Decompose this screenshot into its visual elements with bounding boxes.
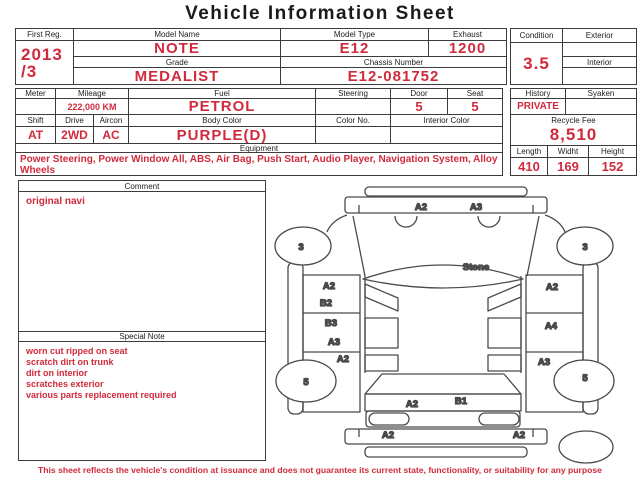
- rear-lower-bar: [365, 447, 527, 457]
- special-note-label: Special Note: [19, 331, 265, 342]
- special-note-line: scratches exterior: [26, 379, 104, 389]
- syaken-value: [566, 99, 636, 115]
- left-a-pillar: [353, 216, 365, 276]
- damage-mark-left-door-4: A3: [327, 337, 341, 348]
- special-note-text: [19, 342, 265, 460]
- right-front-fender-edge: [545, 215, 565, 232]
- damage-mark-right-door-2: A4: [544, 321, 558, 332]
- special-note-line: various parts replacement required: [26, 390, 177, 400]
- condition-value: 3.5: [511, 43, 563, 84]
- model-name-label: Model Name: [74, 29, 281, 41]
- aircon-label: Aircon: [94, 115, 129, 127]
- left-door-window: [365, 284, 398, 311]
- seat-value: 5: [448, 99, 502, 115]
- interior-color-value: [391, 127, 502, 144]
- drive-label: Drive: [56, 115, 94, 127]
- hood-arc-left: [395, 216, 417, 227]
- condition-label: Condition: [511, 29, 563, 43]
- right-a-pillar: [527, 216, 539, 276]
- damage-mark-windshield: Stone: [462, 262, 490, 273]
- exterior-value: [563, 43, 636, 57]
- damage-mark-front-bumper-right: A3: [469, 202, 483, 213]
- exhaust-value: 1200: [429, 41, 506, 57]
- meter-value: [16, 99, 56, 115]
- interior-color-label: Interior Color: [391, 115, 502, 127]
- equipment-label: Equipment: [16, 144, 502, 153]
- special-note-line: worn cut ripped on seat: [26, 346, 128, 356]
- color-no-label: Color No.: [316, 115, 391, 127]
- height-value: 152: [601, 159, 624, 174]
- steering-value: [316, 99, 391, 115]
- stamp-circle: [559, 431, 613, 463]
- damage-mark-front-bumper-left: A2: [414, 202, 428, 213]
- front-bumper: [345, 197, 547, 213]
- comment-text: original navi: [26, 196, 85, 207]
- identity-table: [15, 28, 507, 85]
- damage-mark-left-door-3: B3: [324, 318, 338, 329]
- equipment-value: Power Steering, Power Window All, ABS, Air Bag, Push Start, Audio Player, Navigation System, Alloy Wheels: [20, 154, 498, 175]
- damage-mark-front-left-wheel: 3: [298, 242, 304, 253]
- length-label: Length: [511, 146, 548, 158]
- right-door-window: [488, 284, 521, 311]
- door-value: 5: [391, 99, 448, 115]
- exterior-label: Exterior: [563, 29, 636, 43]
- aircon-value: AC: [94, 127, 129, 144]
- condition-block: [510, 28, 637, 85]
- damage-mark-left-door-2: B2: [319, 298, 333, 309]
- steering-label: Steering: [316, 89, 391, 99]
- rear-window: [365, 374, 521, 394]
- special-note-line: dirt on interior: [26, 368, 88, 378]
- grade-value: MEDALIST: [74, 68, 281, 84]
- interior-value: [563, 68, 636, 84]
- chassis-number-label: Chassis Number: [281, 57, 506, 68]
- damage-mark-front-right-wheel: 3: [582, 242, 588, 253]
- fuel-value: PETROL: [129, 99, 316, 115]
- recycle-fee-label: Recycle Fee: [551, 115, 596, 125]
- mileage-value: 222,000 KM: [56, 99, 129, 115]
- meter-label: Meter: [16, 89, 56, 99]
- recycle-fee-value: 8,510: [511, 125, 636, 146]
- history-fee-block: [510, 88, 637, 176]
- model-type-value: E12: [281, 41, 429, 57]
- model-name-value: NOTE: [74, 41, 281, 57]
- page-title: Vehicle Information Sheet: [185, 3, 455, 24]
- body-color-label: Body Color: [129, 115, 316, 127]
- left-front-fender-edge: [327, 215, 347, 232]
- damage-mark-right-door-1: A2: [545, 282, 559, 293]
- hood-arc-right: [478, 216, 500, 227]
- tail-light-right: [479, 413, 519, 425]
- length-value: 410: [511, 158, 548, 175]
- damage-mark-left-door-1: A2: [322, 281, 336, 292]
- history-label: History: [511, 89, 566, 99]
- comment-label: Comment: [19, 181, 265, 192]
- fuel-label: Fuel: [129, 89, 316, 99]
- car-damage-diagram: [270, 180, 640, 470]
- first-reg-value: [16, 41, 74, 84]
- damage-mark-right-quarter: A3: [537, 357, 551, 368]
- width-value: 169: [548, 158, 589, 175]
- mileage-label: Mileage: [56, 89, 129, 99]
- damage-mark-rear-bumper-left: A2: [381, 430, 395, 441]
- spec-table: [15, 88, 503, 176]
- body-color-value: PURPLE(D): [129, 127, 316, 144]
- door-label: Door: [391, 89, 448, 99]
- damage-mark-rear-right-wheel: 5: [582, 373, 588, 384]
- tail-light-left: [369, 413, 409, 425]
- syaken-label: Syaken: [566, 89, 636, 99]
- first-reg-month: /3: [21, 61, 38, 81]
- seat-label: Seat: [448, 89, 502, 99]
- history-value: PRIVATE: [511, 99, 566, 115]
- damage-mark-left-quarter: A2: [336, 354, 350, 365]
- damage-mark-rear-bumper-right: A2: [512, 430, 526, 441]
- first-reg-year: 2013: [21, 44, 63, 64]
- width-label: Widht: [548, 146, 589, 158]
- rear-panel: [365, 394, 521, 411]
- model-type-label: Model Type: [281, 29, 429, 41]
- front-upper-bar: [365, 187, 527, 196]
- grade-label: Grade: [74, 57, 281, 68]
- special-note-line: scratch dirt on trunk: [26, 357, 114, 367]
- windshield: [363, 265, 523, 288]
- disclaimer-text: This sheet reflects the vehicle's condition at issuance and does not guarantee its current state, functionality, or suitability for any purpose: [38, 465, 602, 475]
- interior-label: Interior: [563, 57, 636, 68]
- exhaust-label: Exhaust: [429, 29, 506, 41]
- first-reg-label: First Reg.: [16, 29, 74, 41]
- shift-value: AT: [16, 127, 56, 144]
- damage-mark-rear-panel-center: B1: [454, 396, 468, 407]
- drive-value: 2WD: [56, 127, 94, 144]
- damage-mark-rear-left-wheel: 5: [303, 377, 309, 388]
- chassis-number-value: E12-081752: [347, 68, 440, 84]
- notes-panel: [18, 180, 266, 461]
- damage-mark-rear-panel-left: A2: [405, 399, 419, 410]
- color-no-value: [316, 127, 391, 144]
- height-label: Height: [589, 146, 636, 158]
- shift-label: Shift: [16, 115, 56, 127]
